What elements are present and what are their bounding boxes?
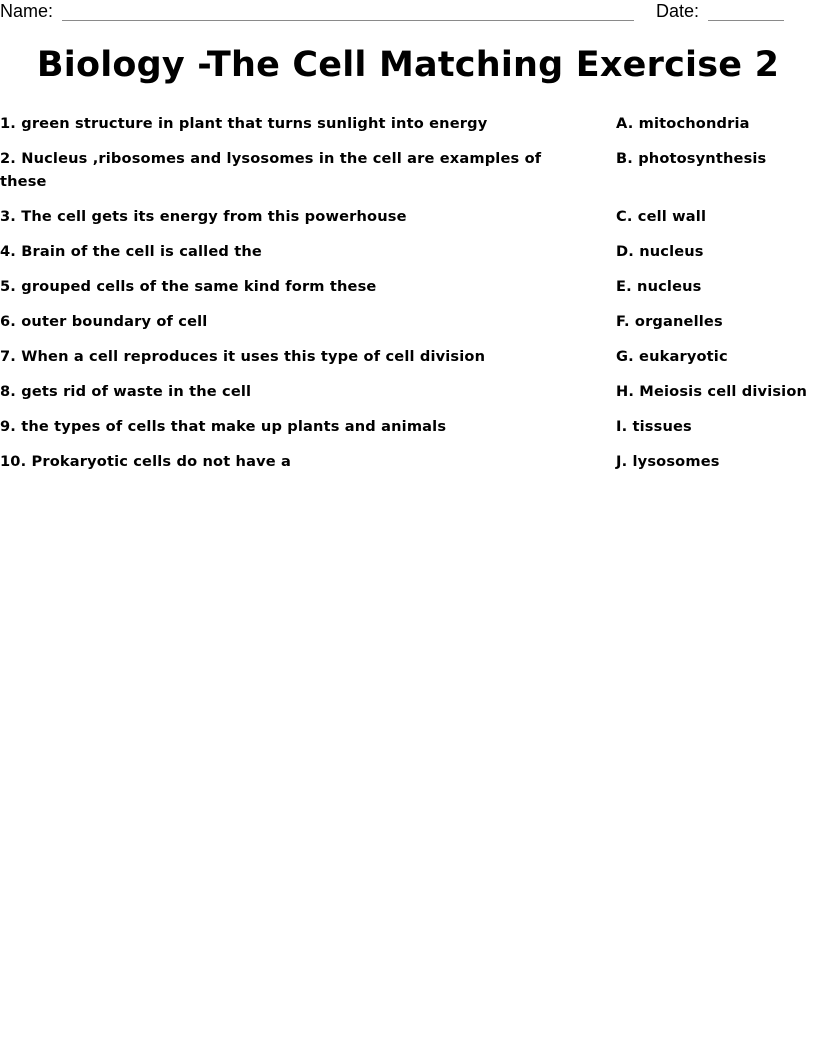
name-label: Name:	[0, 1, 54, 21]
matching-row	[0, 450, 816, 473]
question-text: 8. gets rid of waste in the cell	[0, 383, 252, 400]
question-text: 3. The cell gets its energy from this powerhouse	[0, 208, 407, 225]
answer-text: C. cell wall	[616, 208, 707, 225]
matching-row	[0, 310, 816, 333]
matching-row	[0, 112, 816, 135]
date-blank-line[interactable]	[708, 0, 784, 21]
matching-row	[0, 345, 816, 368]
matching-row	[0, 205, 816, 228]
page-title: Biology -The Cell Matching Exercise 2	[36, 45, 780, 85]
date-label: Date:	[656, 1, 700, 21]
answer-text: I. tissues	[616, 418, 692, 435]
question-text: 7. When a cell reproduces it uses this type of cell division	[0, 348, 486, 365]
question-text: 6. outer boundary of cell	[0, 313, 208, 330]
answer-text: B. photosynthesis	[616, 150, 767, 167]
answer-text: E. nucleus	[616, 278, 702, 295]
matching-row	[0, 240, 816, 263]
matching-row	[0, 380, 816, 403]
question-text: 5. grouped cells of the same kind form these	[0, 278, 377, 295]
matching-row	[0, 275, 816, 298]
question-text: 1. green structure in plant that turns sunlight into energy	[0, 115, 488, 132]
answer-text: A. mitochondria	[616, 115, 750, 132]
matching-list	[0, 112, 816, 485]
question-text: 9. the types of cells that make up plants and animals	[0, 418, 447, 435]
matching-row	[0, 147, 816, 193]
answer-text: D. nucleus	[616, 243, 704, 260]
answer-text: F. organelles	[616, 313, 723, 330]
question-text: 10. Prokaryotic cells do not have a	[0, 453, 292, 470]
matching-row	[0, 415, 816, 438]
answer-text: G. eukaryotic	[616, 348, 728, 365]
answer-text: H. Meiosis cell division	[616, 383, 808, 400]
answer-text: J. lysosomes	[616, 453, 720, 470]
header	[0, 0, 816, 24]
question-text: 4. Brain of the cell is called the	[0, 243, 262, 260]
question-text: 2. Nucleus ,ribosomes and lysosomes in the cell are examples of these	[0, 150, 542, 190]
name-blank-line[interactable]	[62, 0, 634, 21]
